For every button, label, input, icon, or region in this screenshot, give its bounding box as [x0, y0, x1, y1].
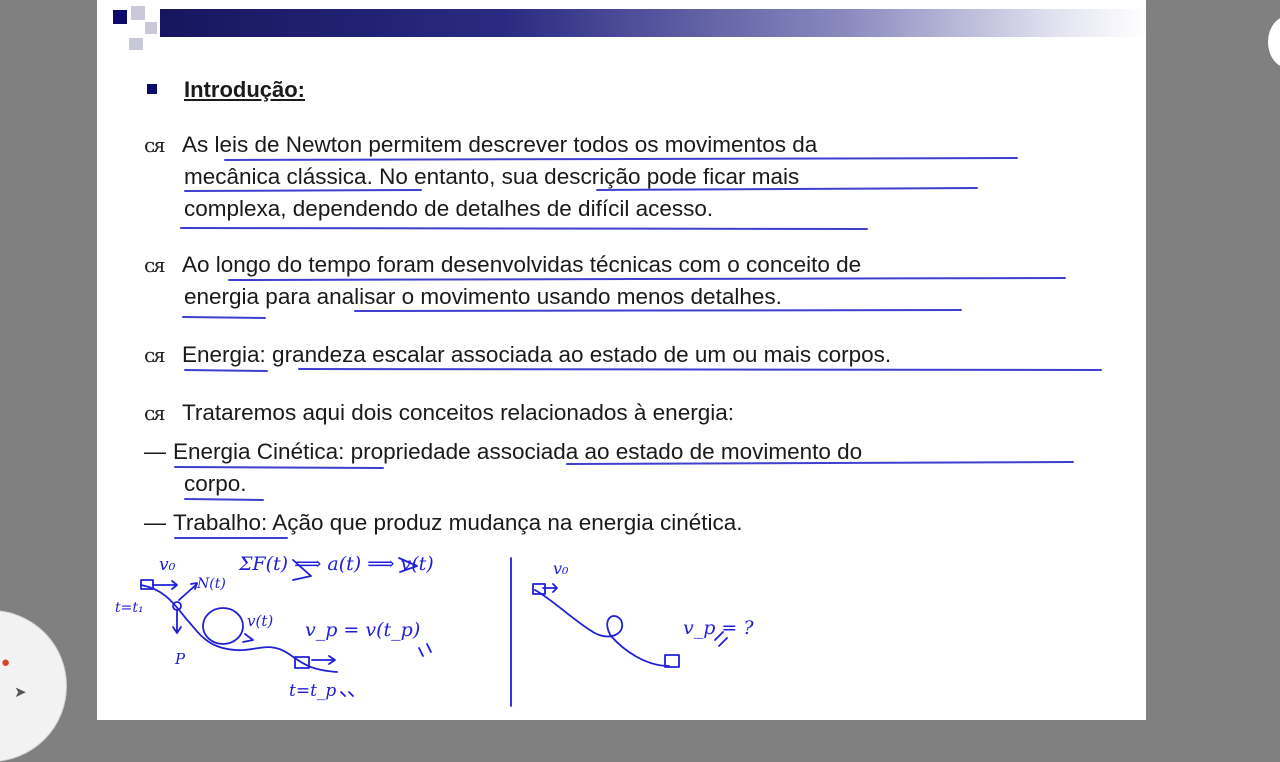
paragraph-line: mecânica clássica. No entanto, sua descrição pode ficar mais: [184, 164, 800, 189]
paragraph-line: Ao longo do tempo foram desenvolvidas técnicas com o conceito de: [182, 252, 862, 277]
hw-vp-equation: v_p = v(t_p): [305, 619, 421, 641]
slide-heading: Introdução:: [184, 77, 305, 102]
paragraph-line: Energia: grandeza escalar associada ao estado de um ou mais corpos.: [182, 342, 892, 367]
paragraph-line: energia para analisar o movimento usando menos detalhes.: [184, 284, 782, 309]
handwritten-diagram: [141, 558, 727, 706]
hw-n-label: N(t): [197, 576, 226, 592]
hw-v0-left: v₀: [159, 555, 176, 575]
dash-bullet: —: [144, 510, 166, 535]
curly-bullet-icon: ᴄᴙ: [144, 401, 164, 425]
pointer-icon[interactable]: ➤: [14, 684, 27, 701]
hw-v-t: v(t): [247, 612, 274, 630]
hw-top-equation: ΣF(t) ⟹ a(t) ⟹ v(t): [239, 553, 434, 575]
hw-v0-right: v₀: [553, 559, 569, 578]
dash-item-line: Energia Cinética: propriedade associada ao estado de movimento do: [173, 439, 863, 464]
curly-bullet-icon: ᴄᴙ: [144, 343, 164, 367]
deco-square: [145, 22, 157, 34]
dash-bullet: —: [144, 439, 166, 464]
deco-square: [129, 38, 143, 50]
hw-p-label: P: [175, 650, 186, 668]
annotation-toolbar[interactable]: [0, 610, 67, 762]
color-picker-icon[interactable]: ●: [1, 654, 11, 671]
hw-t-end: t=t_p: [289, 681, 337, 701]
window-edge-shape: [1268, 16, 1280, 68]
paragraph-line: Trataremos aqui dois conceitos relacionados à energia:: [182, 400, 734, 425]
square-bullet-icon: [147, 84, 157, 94]
curly-bullet-icon: ᴄᴙ: [144, 253, 164, 277]
dash-item-line: Trabalho: Ação que produz mudança na energia cinética.: [173, 510, 743, 535]
presentation-slide: [97, 0, 1146, 720]
dash-item-line: corpo.: [184, 471, 247, 496]
hw-t-start: t=t₁: [115, 600, 144, 616]
title-gradient-bar: [160, 9, 1146, 37]
paragraph-line: As leis de Newton permitem descrever todos os movimentos da: [182, 132, 818, 157]
handwritten-text: [115, 553, 754, 701]
deco-square: [113, 10, 127, 24]
paragraph-line: complexa, dependendo de detalhes de difícil acesso.: [184, 196, 714, 221]
hw-vp-question: v_p = ?: [683, 617, 754, 639]
curly-bullet-icon: ᴄᴙ: [144, 133, 164, 157]
deco-square: [131, 6, 145, 20]
